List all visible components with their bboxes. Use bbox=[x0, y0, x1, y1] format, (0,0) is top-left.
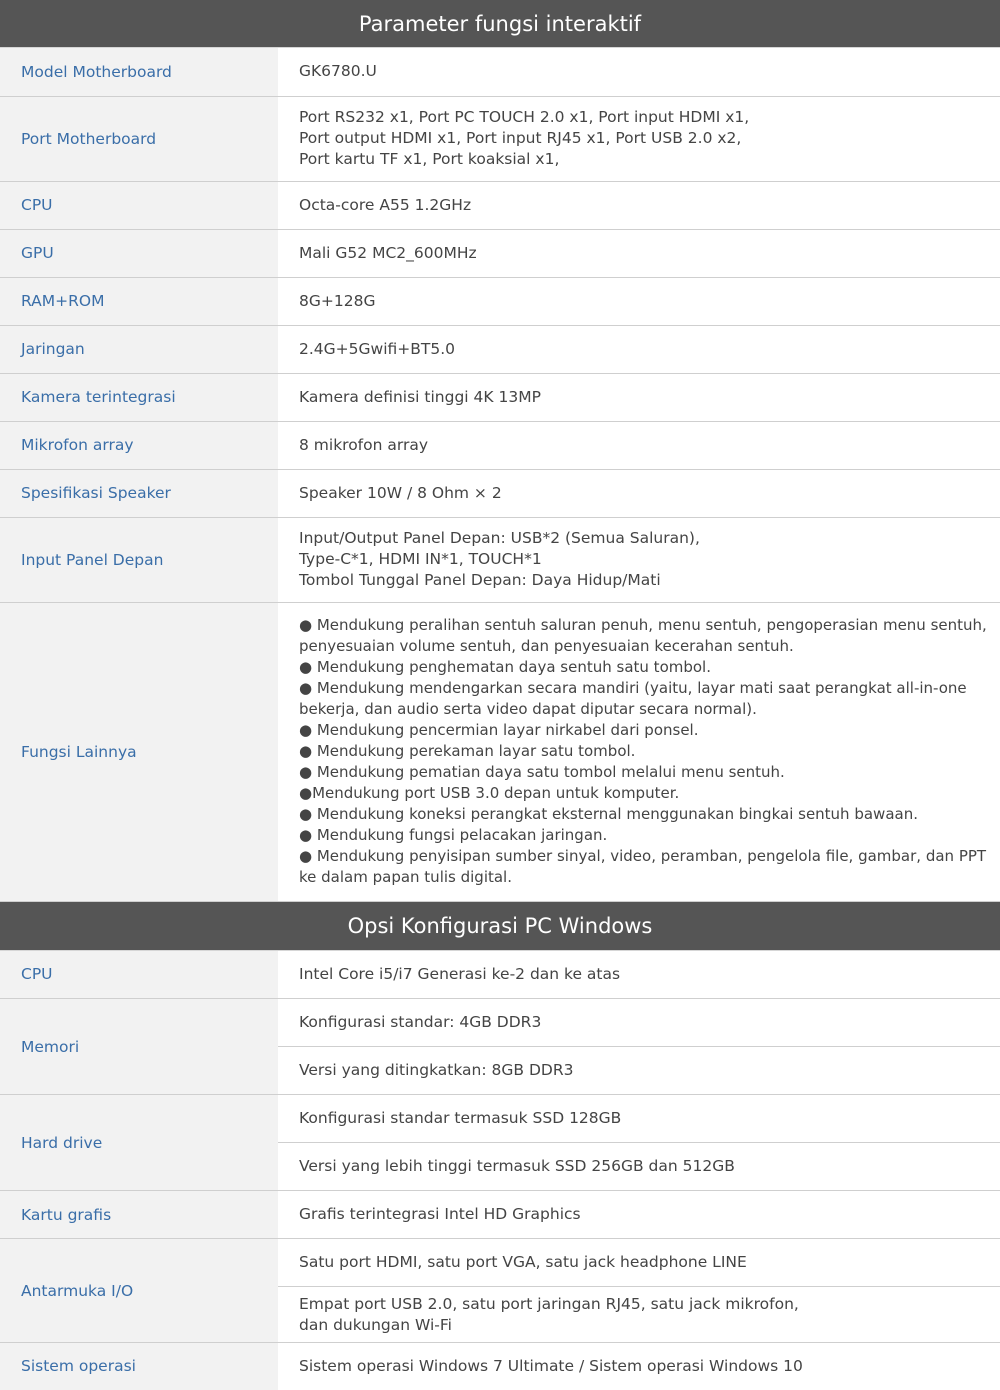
value-line: ● Mendukung penghematan daya sentuh satu tombol. bbox=[299, 658, 711, 676]
row-label: Sistem operasi bbox=[0, 1343, 278, 1390]
value-line: ● Mendukung mendengarkan secara mandiri (yaitu, layar mati saat perangkat all-in-one bbox=[299, 679, 967, 697]
row-label: Antarmuka I/O bbox=[0, 1239, 278, 1343]
row-label: Kamera terintegrasi bbox=[0, 373, 278, 421]
row-label: Model Motherboard bbox=[0, 48, 278, 96]
table-row bbox=[0, 1191, 1000, 1239]
value-line: Type-C*1, HDMI IN*1, TOUCH*1 bbox=[299, 550, 542, 568]
value-line: ● Mendukung peralihan sentuh saluran penuh, menu sentuh, pengoperasian menu sentuh, bbox=[299, 616, 987, 634]
row-label: Port Motherboard bbox=[0, 96, 278, 181]
table-row bbox=[0, 602, 1000, 901]
row-value: 2.4G+5Gwifi+BT5.0 bbox=[278, 325, 1000, 373]
row-value: Speaker 10W / 8 Ohm × 2 bbox=[278, 469, 1000, 517]
windows-pc-options-table bbox=[0, 951, 1000, 1390]
value-line: ● Mendukung pematian daya satu tombol melalui menu sentuh. bbox=[299, 763, 785, 781]
value-line: dan dukungan Wi-Fi bbox=[299, 1315, 452, 1334]
table-row bbox=[0, 999, 1000, 1047]
table-row bbox=[0, 48, 1000, 96]
row-value: Mali G52 MC2_600MHz bbox=[278, 229, 1000, 277]
table-row bbox=[0, 373, 1000, 421]
value-line: ● Mendukung fungsi pelacakan jaringan. bbox=[299, 826, 608, 844]
row-label: Fungsi Lainnya bbox=[0, 602, 278, 901]
table-row bbox=[0, 469, 1000, 517]
row-value: Satu port HDMI, satu port VGA, satu jack headphone LINE bbox=[278, 1239, 1000, 1287]
row-label: Jaringan bbox=[0, 325, 278, 373]
row-value: Intel Core i5/i7 Generasi ke-2 dan ke atas bbox=[278, 951, 1000, 999]
value-line: penyesuaian volume sentuh, dan penyesuaian kecerahan sentuh. bbox=[299, 637, 794, 655]
row-value: GK6780.U bbox=[278, 48, 1000, 96]
row-value: 8G+128G bbox=[278, 277, 1000, 325]
value-line: Port kartu TF x1, Port koaksial x1, bbox=[299, 150, 560, 168]
row-value: Sistem operasi Windows 7 Ultimate / Sistem operasi Windows 10 bbox=[278, 1343, 1000, 1390]
value-line: ● Mendukung penyisipan sumber sinyal, video, peramban, pengelola file, gambar, dan PPT bbox=[299, 847, 987, 865]
row-label: CPU bbox=[0, 181, 278, 229]
row-label: RAM+ROM bbox=[0, 277, 278, 325]
row-value: Konfigurasi standar termasuk SSD 128GB bbox=[278, 1095, 1000, 1143]
row-value: 8 mikrofon array bbox=[278, 421, 1000, 469]
table-row bbox=[0, 517, 1000, 602]
value-line: ● Mendukung koneksi perangkat eksternal menggunakan bingkai sentuh bawaan. bbox=[299, 805, 918, 823]
row-label: Mikrofon array bbox=[0, 421, 278, 469]
value-line: bekerja, dan audio serta video dapat diputar secara normal). bbox=[299, 700, 757, 718]
row-label: Input Panel Depan bbox=[0, 517, 278, 602]
row-label: GPU bbox=[0, 229, 278, 277]
value-line: ● Mendukung perekaman layar satu tombol. bbox=[299, 742, 636, 760]
interactive-parameters-table bbox=[0, 48, 1000, 902]
table-row bbox=[0, 277, 1000, 325]
row-value: Kamera definisi tinggi 4K 13MP bbox=[278, 373, 1000, 421]
value-line: ● Mendukung pencermian layar nirkabel dari ponsel. bbox=[299, 721, 699, 739]
value-line: ke dalam papan tulis digital. bbox=[299, 868, 512, 886]
value-line: Port RS232 x1, Port PC TOUCH 2.0 x1, Port input HDMI x1, bbox=[299, 108, 750, 126]
value-line: Tombol Tunggal Panel Depan: Daya Hidup/Mati bbox=[299, 571, 661, 589]
table-row bbox=[0, 96, 1000, 181]
value-line: Port output HDMI x1, Port input RJ45 x1, Port USB 2.0 x2, bbox=[299, 129, 742, 147]
table-row bbox=[0, 1095, 1000, 1143]
row-value bbox=[278, 1287, 1000, 1343]
value-line: ●Mendukung port USB 3.0 depan untuk komputer. bbox=[299, 784, 680, 802]
table-row bbox=[0, 421, 1000, 469]
row-label: Memori bbox=[0, 999, 278, 1095]
row-value bbox=[278, 517, 1000, 602]
row-value: Grafis terintegrasi Intel HD Graphics bbox=[278, 1191, 1000, 1239]
section-title: Opsi Konfigurasi PC Windows bbox=[347, 913, 653, 938]
table-row bbox=[0, 1239, 1000, 1287]
row-value bbox=[278, 96, 1000, 181]
row-label: Spesifikasi Speaker bbox=[0, 469, 278, 517]
section-title: Parameter fungsi interaktif bbox=[358, 11, 642, 36]
row-label: Hard drive bbox=[0, 1095, 278, 1191]
row-value: Konfigurasi standar: 4GB DDR3 bbox=[278, 999, 1000, 1047]
section-header-windows-pc-options bbox=[0, 902, 1000, 951]
value-line: Empat port USB 2.0, satu port jaringan RJ45, satu jack mikrofon, bbox=[299, 1294, 799, 1313]
table-row bbox=[0, 229, 1000, 277]
row-value bbox=[278, 602, 1000, 901]
table-row bbox=[0, 181, 1000, 229]
table-row bbox=[0, 951, 1000, 999]
row-label: Kartu grafis bbox=[0, 1191, 278, 1239]
table-row bbox=[0, 1343, 1000, 1390]
table-row bbox=[0, 325, 1000, 373]
row-value: Octa-core A55 1.2GHz bbox=[278, 181, 1000, 229]
row-value: Versi yang lebih tinggi termasuk SSD 256GB dan 512GB bbox=[278, 1143, 1000, 1191]
value-line: Input/Output Panel Depan: USB*2 (Semua Saluran), bbox=[299, 529, 700, 547]
row-value: Versi yang ditingkatkan: 8GB DDR3 bbox=[278, 1047, 1000, 1095]
row-label: CPU bbox=[0, 951, 278, 999]
section-header-interactive-parameters bbox=[0, 0, 1000, 48]
